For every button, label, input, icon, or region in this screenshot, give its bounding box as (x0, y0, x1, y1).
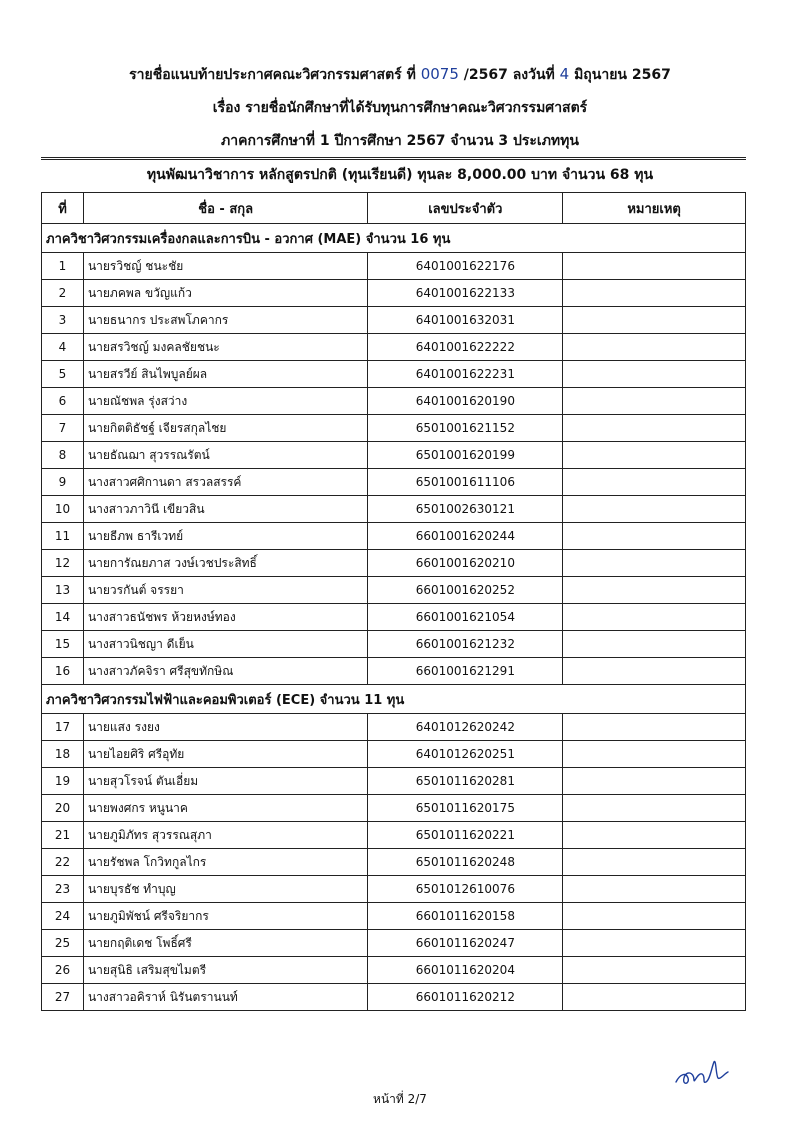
remark-cell (563, 957, 746, 984)
remark-cell (563, 631, 746, 658)
student-name: นายบุรธัช ทำบุญ (83, 876, 367, 903)
table-row (42, 334, 746, 361)
department-row (42, 224, 746, 253)
remark-cell (563, 930, 746, 957)
remark-cell (563, 741, 746, 768)
row-number: 15 (42, 631, 84, 658)
student-id: 6401012620251 (368, 741, 563, 768)
student-id: 6601001621232 (368, 631, 563, 658)
header-line-1 (0, 64, 800, 86)
table-row (42, 361, 746, 388)
table-row (42, 496, 746, 523)
table-row (42, 822, 746, 849)
table-row (42, 957, 746, 984)
table-row (42, 415, 746, 442)
student-id: 6601001621054 (368, 604, 563, 631)
student-id: 6501012610076 (368, 876, 563, 903)
table-row (42, 849, 746, 876)
table-row (42, 795, 746, 822)
remark-cell (563, 658, 746, 685)
student-name: นายภูมิภัทร สุวรรณสุภา (83, 822, 367, 849)
student-name: นายพงศกร หนูนาค (83, 795, 367, 822)
student-name: นายสรวิชญ์ มงคลชัยชนะ (83, 334, 367, 361)
row-number: 3 (42, 307, 84, 334)
table-body (42, 224, 746, 1011)
remark-cell (563, 903, 746, 930)
student-name: นางสาวภาวินี เขียวสิน (83, 496, 367, 523)
student-name: นางสาวอคิราห์ นิรันตรานนท์ (83, 984, 367, 1011)
table-row (42, 469, 746, 496)
table-row (42, 631, 746, 658)
table-row (42, 550, 746, 577)
table-row (42, 577, 746, 604)
column-header-name: ชื่อ - สกุล (83, 193, 367, 224)
student-name: นายแสง รงยง (83, 714, 367, 741)
row-number: 21 (42, 822, 84, 849)
table-row (42, 930, 746, 957)
row-number: 27 (42, 984, 84, 1011)
student-id: 6401001620190 (368, 388, 563, 415)
page-number: หน้าที่ 2/7 (373, 1092, 427, 1106)
remark-cell (563, 984, 746, 1011)
department-title: ภาควิชาวิศวกรรมไฟฟ้าและคอมพิวเตอร์ (ECE) จำนวน 11 ทุน (42, 685, 746, 714)
student-id: 6401001622176 (368, 253, 563, 280)
student-id: 6501011620221 (368, 822, 563, 849)
student-name: นายธีภพ ธารีเวทย์ (83, 523, 367, 550)
table-row (42, 523, 746, 550)
student-id: 6501001611106 (368, 469, 563, 496)
student-id: 6501001620199 (368, 442, 563, 469)
handwritten-doc-number: 0075 (420, 65, 459, 83)
remark-cell (563, 361, 746, 388)
row-number: 9 (42, 469, 84, 496)
table-row (42, 768, 746, 795)
table-row (42, 280, 746, 307)
student-id: 6401012620242 (368, 714, 563, 741)
student-id: 6501011620281 (368, 768, 563, 795)
row-number: 23 (42, 876, 84, 903)
signature-initials (672, 1052, 732, 1092)
student-name: นายรัชพล โกวิทกูลไกร (83, 849, 367, 876)
student-name: นายสุวโรจน์ ตันเอี่ยม (83, 768, 367, 795)
row-number: 2 (42, 280, 84, 307)
remark-cell (563, 876, 746, 903)
remark-cell (563, 280, 746, 307)
student-name: นายกิตติธัชฐ์ เจียรสกุลไชย (83, 415, 367, 442)
student-id: 6501011620175 (368, 795, 563, 822)
column-header-remark: หมายเหตุ (563, 193, 746, 224)
student-name: นายภคพล ขวัญแก้ว (83, 280, 367, 307)
student-id: 6401001632031 (368, 307, 563, 334)
remark-cell (563, 442, 746, 469)
row-number: 24 (42, 903, 84, 930)
scholarship-subtitle: ทุนพัฒนาวิชาการ หลักสูตรปกติ (ทุนเรียนดี) ทุนละ 8,000.00 บาท จำนวน 68 ทุน (146, 167, 654, 183)
student-name: นายรวิชญ์ ชนะชัย (83, 253, 367, 280)
department-title: ภาควิชาวิศวกรรมเครื่องกลและการบิน - อวกาศ (MAE) จำนวน 16 ทุน (42, 224, 746, 253)
department-row (42, 685, 746, 714)
divider-bottom (41, 159, 746, 160)
row-number: 8 (42, 442, 84, 469)
student-id: 6601001620210 (368, 550, 563, 577)
row-number: 22 (42, 849, 84, 876)
remark-cell (563, 577, 746, 604)
row-number: 20 (42, 795, 84, 822)
table-row (42, 307, 746, 334)
student-id: 6601011620247 (368, 930, 563, 957)
header-line-3: ภาคการศึกษาที่ 1 ปีการศึกษา 2567 จำนวน 3 ประเภททุน (221, 133, 579, 149)
row-number: 16 (42, 658, 84, 685)
remark-cell (563, 334, 746, 361)
remark-cell (563, 822, 746, 849)
column-header-student-id: เลขประจำตัว (368, 193, 563, 224)
row-number: 13 (42, 577, 84, 604)
student-id: 6501002630121 (368, 496, 563, 523)
remark-cell (563, 604, 746, 631)
student-id: 6401001622222 (368, 334, 563, 361)
remark-cell (563, 415, 746, 442)
table-row (42, 658, 746, 685)
remark-cell (563, 714, 746, 741)
row-number: 10 (42, 496, 84, 523)
table-row (42, 604, 746, 631)
row-number: 5 (42, 361, 84, 388)
student-name: นายสรวีย์ สินไพบูลย์ผล (83, 361, 367, 388)
header-line-1-mid: /2567 ลงวันที่ (463, 67, 555, 83)
row-number: 14 (42, 604, 84, 631)
student-name: นางสาวธนัชพร ห้วยหงษ์ทอง (83, 604, 367, 631)
remark-cell (563, 469, 746, 496)
student-name: นางสาวนิชญา ดีเย็น (83, 631, 367, 658)
remark-cell (563, 768, 746, 795)
remark-cell (563, 307, 746, 334)
row-number: 19 (42, 768, 84, 795)
table-row (42, 442, 746, 469)
row-number: 17 (42, 714, 84, 741)
student-id: 6601001620244 (368, 523, 563, 550)
student-id: 6501011620248 (368, 849, 563, 876)
divider-top (41, 157, 746, 158)
student-id: 6401001622133 (368, 280, 563, 307)
row-number: 26 (42, 957, 84, 984)
student-name: นางสาวศศิกานดา สรวลสรรค์ (83, 469, 367, 496)
remark-cell (563, 253, 746, 280)
table-row (42, 388, 746, 415)
student-name: นายวรกันต์ จรรยา (83, 577, 367, 604)
table-row (42, 714, 746, 741)
student-id: 6601001621291 (368, 658, 563, 685)
remark-cell (563, 849, 746, 876)
row-number: 6 (42, 388, 84, 415)
table-row (42, 984, 746, 1011)
row-number: 18 (42, 741, 84, 768)
student-id: 6601011620158 (368, 903, 563, 930)
student-id: 6601011620204 (368, 957, 563, 984)
table-header-row (42, 193, 746, 224)
student-name: นายสุนิธิ เสริมสุขไมตรี (83, 957, 367, 984)
header-line-2: เรื่อง รายชื่อนักศึกษาที่ได้รับทุนการศึกษาคณะวิศวกรรมศาสตร์ (212, 100, 588, 116)
student-id: 6601001620252 (368, 577, 563, 604)
student-id: 6501001621152 (368, 415, 563, 442)
header-line-1-suffix: มิถุนายน 2567 (574, 67, 671, 83)
table-row (42, 253, 746, 280)
remark-cell (563, 496, 746, 523)
row-number: 11 (42, 523, 84, 550)
scholarship-table (41, 192, 746, 1011)
handwritten-day: 4 (559, 65, 570, 83)
row-number: 12 (42, 550, 84, 577)
student-id: 6601011620212 (368, 984, 563, 1011)
table-row (42, 903, 746, 930)
row-number: 4 (42, 334, 84, 361)
student-name: นายณัชพล รุ่งสว่าง (83, 388, 367, 415)
student-name: นายกฤติเดช โพธิ์ศรี (83, 930, 367, 957)
row-number: 7 (42, 415, 84, 442)
student-name: นางสาวภัคจิรา ศรีสุขทักษิณ (83, 658, 367, 685)
student-name: นายธนากร ประสพโภคากร (83, 307, 367, 334)
remark-cell (563, 388, 746, 415)
student-name: นายไอยศิริ ศรีอุทัย (83, 741, 367, 768)
remark-cell (563, 523, 746, 550)
column-header-no: ที่ (42, 193, 84, 224)
row-number: 25 (42, 930, 84, 957)
header-line-1-prefix: รายชื่อแนบท้ายประกาศคณะวิศวกรรมศาสตร์ ที่ (129, 67, 416, 83)
row-number: 1 (42, 253, 84, 280)
student-name: นายธัณฌา สุวรรณรัตน์ (83, 442, 367, 469)
student-name: นายการัณยภาส วงษ์เวชประสิทธิ์ (83, 550, 367, 577)
table-row (42, 741, 746, 768)
student-id: 6401001622231 (368, 361, 563, 388)
remark-cell (563, 550, 746, 577)
student-name: นายภูมิพัชน์ ศรีจริยากร (83, 903, 367, 930)
remark-cell (563, 795, 746, 822)
table-row (42, 876, 746, 903)
